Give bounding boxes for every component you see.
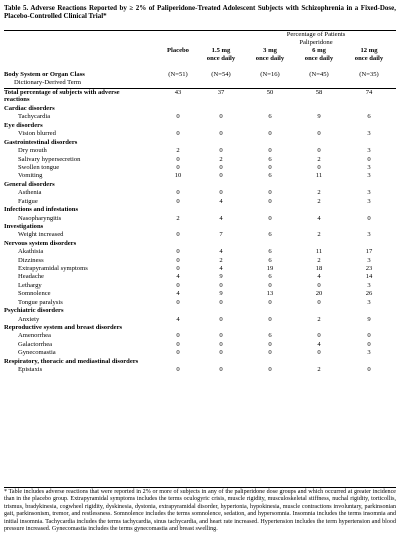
percentage-cell: 0: [268, 315, 272, 323]
col-dose-1-5mg: once daily: [206, 55, 236, 62]
table-row: [4, 290, 396, 298]
percentage-cell: 0: [268, 340, 272, 348]
col-n-placebo: (N=51): [168, 71, 188, 78]
percentage-cell: 0: [176, 113, 180, 121]
percentage-cell: 9: [367, 315, 371, 323]
percentage-cell: 4: [317, 340, 321, 348]
percentage-cell: 6: [268, 113, 272, 121]
col-dose-6mg: once daily: [304, 55, 334, 62]
percentage-cell: 2: [317, 256, 321, 264]
percentage-cell: 14: [365, 273, 373, 281]
section-heading: Cardiac disorders: [4, 105, 55, 112]
percentage-cell: 4: [317, 214, 321, 222]
table-row: [4, 130, 396, 138]
percentage-cell: 6: [268, 273, 272, 281]
percentage-of-patients-label: Percentage of Patients: [286, 31, 346, 38]
percentage-cell: 4: [176, 273, 180, 281]
percentage-cell: 0: [176, 256, 180, 264]
percentage-cell: 2: [317, 366, 321, 373]
percentage-cell: 4: [317, 273, 321, 281]
table-row: [4, 215, 396, 223]
percentage-cell: 3: [367, 256, 371, 264]
percentage-cell: 2: [317, 155, 321, 163]
percentage-cell: 0: [268, 197, 272, 205]
percentage-cell: 0: [219, 298, 223, 306]
percentage-cell: 2: [317, 315, 321, 323]
adverse-reaction-term: Amenorrhea: [18, 332, 51, 340]
percentage-cell: 0: [219, 172, 223, 180]
section-heading: Respiratory, thoracic and mediastinal disorders: [4, 357, 139, 365]
section-heading: Infections and infestations: [4, 206, 79, 213]
percentage-cell: 0: [268, 298, 272, 306]
adverse-reaction-term: Lethargy: [18, 281, 42, 289]
adverse-reaction-term: Gynecomastia: [18, 349, 56, 357]
percentage-cell: 6: [367, 113, 371, 121]
percentage-cell: 3: [367, 147, 371, 155]
total-value: 58: [315, 89, 323, 96]
table-row: [4, 299, 396, 307]
percentage-cell: 6: [268, 172, 272, 180]
section-heading: Psychiatric disorders: [4, 307, 64, 315]
col-header-12mg: 12 mg: [360, 47, 378, 54]
percentage-cell: 2: [317, 231, 321, 239]
percentage-cell: 0: [219, 332, 223, 340]
percentage-cell: 4: [219, 197, 223, 205]
section-heading: General disorders: [4, 180, 55, 188]
section-heading: Eye disorders: [4, 121, 43, 129]
table-row: [4, 316, 396, 324]
percentage-cell: 3: [367, 163, 371, 171]
bottom-rule: [4, 487, 396, 488]
table-row: [4, 332, 396, 340]
percentage-cell: 0: [219, 340, 223, 348]
percentage-cell: 0: [367, 332, 371, 340]
table-row: [4, 349, 396, 357]
paliperidone-label: Paliperidone: [299, 39, 333, 46]
percentage-cell: 0: [317, 130, 321, 138]
table-row: [4, 113, 396, 121]
dictionary-label: Dictionary-Derived Term: [14, 79, 81, 86]
percentage-cell: 0: [367, 155, 371, 163]
section-heading: Nervous system disorders: [4, 239, 77, 247]
col-n-6mg: (N=45): [309, 71, 329, 78]
total-value: 50: [266, 89, 274, 96]
body-system-label: Body System or Organ Class: [4, 71, 85, 78]
percentage-cell: 2: [176, 214, 180, 222]
adverse-reaction-term: Dizziness: [18, 256, 44, 264]
total-value: 43: [174, 89, 182, 96]
percentage-cell: 0: [176, 298, 180, 306]
total-value: 74: [365, 89, 373, 96]
col-n-12mg: (N=35): [359, 71, 379, 78]
percentage-cell: 0: [176, 349, 180, 357]
percentage-cell: 9: [219, 273, 223, 281]
percentage-cell: 4: [219, 265, 223, 272]
percentage-cell: 3: [367, 197, 371, 205]
total-label-line2: reactions: [4, 96, 30, 103]
col-header-1-5mg: 1.5 mg: [211, 47, 231, 54]
col-dose-12mg: once daily: [354, 55, 384, 62]
table-row: [4, 257, 396, 265]
percentage-cell: 0: [219, 366, 223, 373]
percentage-cell: 0: [219, 113, 223, 121]
percentage-cell: 4: [176, 315, 180, 323]
percentage-cell: 6: [268, 332, 272, 340]
table-row: [4, 273, 396, 281]
adverse-reaction-term: Headache: [18, 273, 44, 281]
percentage-cell: 3: [367, 130, 371, 138]
percentage-cell: 0: [176, 340, 180, 348]
total-label-line1: Total percentage of subjects with adverse: [4, 89, 120, 96]
percentage-cell: 0: [317, 298, 321, 306]
percentage-cell: 0: [219, 349, 223, 357]
percentage-cell: 10: [174, 172, 182, 180]
percentage-cell: 0: [317, 281, 321, 289]
percentage-cell: 7: [219, 231, 223, 239]
adverse-reaction-term: Swollen tongue: [18, 163, 60, 171]
table-row: [4, 147, 396, 155]
percentage-cell: 0: [367, 340, 371, 348]
percentage-cell: 0: [219, 163, 223, 171]
section-heading: Reproductive system and breast disorders: [4, 323, 123, 331]
adverse-reaction-term: Somnolence: [18, 290, 51, 298]
percentage-cell: 0: [176, 248, 180, 256]
percentage-cell: 0: [268, 163, 272, 171]
adverse-reaction-term: Epistaxis: [18, 366, 43, 373]
percentage-cell: 2: [219, 256, 223, 264]
table-row: [4, 189, 396, 197]
percentage-cell: 4: [219, 214, 223, 222]
adverse-reaction-term: Anxiety: [18, 315, 40, 323]
col-header-placebo: Placebo: [167, 47, 189, 54]
percentage-cell: 20: [315, 290, 323, 298]
table-row: [4, 198, 396, 206]
percentage-cell: 2: [176, 147, 180, 155]
percentage-cell: 0: [268, 189, 272, 197]
percentage-cell: 9: [317, 113, 321, 121]
percentage-cell: 6: [268, 248, 272, 256]
adverse-reaction-term: Vision blurred: [18, 130, 56, 138]
percentage-cell: 3: [367, 281, 371, 289]
percentage-cell: 18: [315, 265, 323, 272]
percentage-cell: 0: [268, 349, 272, 357]
percentage-cell: 3: [367, 231, 371, 239]
table-row: [4, 164, 396, 172]
adverse-reaction-term: Extrapyramidal symptoms: [18, 265, 88, 272]
percentage-cell: 0: [176, 366, 180, 373]
percentage-cell: 0: [176, 189, 180, 197]
col-n-3mg: (N=16): [260, 71, 280, 78]
percentage-cell: 0: [219, 147, 223, 155]
adverse-reaction-term: Galactorrhea: [18, 340, 53, 348]
table-row: [4, 156, 396, 164]
col-n-1-5mg: (N=54): [211, 71, 231, 78]
percentage-cell: 0: [367, 214, 371, 222]
adverse-reaction-term: Fatigue: [18, 197, 38, 205]
percentage-cell: 9: [219, 290, 223, 298]
table-row: [4, 172, 396, 180]
adverse-reaction-term: Weight increased: [18, 231, 64, 239]
percentage-cell: 0: [176, 231, 180, 239]
section-heading: Gastrointestinal disorders: [4, 138, 78, 146]
percentage-cell: 13: [266, 290, 274, 298]
adverse-reaction-term: Tongue paralysis: [18, 298, 63, 306]
percentage-cell: 11: [315, 172, 323, 180]
percentage-cell: 0: [219, 189, 223, 197]
percentage-cell: 0: [219, 130, 223, 138]
percentage-cell: 2: [219, 155, 223, 163]
adverse-reaction-term: Nasopharyngitis: [18, 214, 62, 222]
percentage-cell: 0: [176, 163, 180, 171]
percentage-cell: 3: [367, 349, 371, 357]
col-dose-3mg: once daily: [255, 55, 285, 62]
percentage-cell: 4: [219, 248, 223, 256]
table-caption: Table 5. Adverse Reactions Reported by ≥ 2% of Paliperidone-Treated Adolescent Subjects with Schizophrenia in a Fixed-Dose, Placebo-Controlled Clinical Trial*: [4, 4, 396, 21]
table-row: [4, 231, 396, 239]
table-footnote: * Table includes adverse reactions that were reported in 2% or more of subjects in any of the paliperidone dose groups and which occurred at greater incidence than in the placebo group. Extrapyramidal symptoms includes the terms oculogyric crisis, muscle rigidity, musculoskeletal stiffness, nuchal rigidity, torticollis, trismus, bradykinesia, cogwheel rigidity, dyskinesia, dystonia, extrapyramidal disorder, hypertonia, hypokinesia, muscle contractions involuntary, parkinsonian gait, parkinsonism, tremor, and restlessness. Somnolence includes the terms somnolence, sedation, and hypersomnia. Insomnia includes the terms insomnia and initial insomnia. Tachycardia includes the terms tachycardia, sinus tachycardia, and heart rate increased. Hypertension includes the term hypertension and blood pressure increased. Gynecomastia includes the terms gynecomastia and breast swelling.: [4, 489, 396, 533]
percentage-cell: 0: [268, 147, 272, 155]
table-row: [4, 341, 396, 349]
percentage-cell: 3: [367, 298, 371, 306]
percentage-cell: 6: [268, 256, 272, 264]
table-row: [4, 248, 396, 256]
percentage-cell: 0: [268, 366, 272, 373]
percentage-cell: 23: [365, 265, 373, 272]
percentage-cell: 0: [317, 147, 321, 155]
percentage-cell: 0: [176, 155, 180, 163]
percentage-cell: 26: [365, 290, 373, 298]
percentage-cell: 17: [365, 248, 373, 256]
percentage-cell: 3: [367, 189, 371, 197]
percentage-cell: 11: [315, 248, 323, 256]
percentage-cell: 0: [317, 163, 321, 171]
percentage-cell: 4: [176, 290, 180, 298]
percentage-cell: 2: [317, 189, 321, 197]
percentage-cell: 0: [219, 281, 223, 289]
percentage-cell: 0: [176, 197, 180, 205]
percentage-cell: 0: [268, 214, 272, 222]
percentage-cell: 19: [266, 265, 274, 272]
col-header-3mg: 3 mg: [263, 47, 277, 54]
table-row: [4, 366, 396, 374]
adverse-reaction-term: Dry mouth: [18, 147, 47, 155]
percentage-cell: 0: [317, 332, 321, 340]
adverse-reaction-term: Salivary hypersecretion: [18, 155, 81, 163]
percentage-cell: 6: [268, 231, 272, 239]
percentage-cell: 0: [219, 315, 223, 323]
table-row: [4, 265, 396, 273]
table-row: [4, 282, 396, 290]
total-value: 37: [217, 89, 225, 96]
col-header-6mg: 6 mg: [312, 47, 326, 54]
percentage-cell: 2: [317, 197, 321, 205]
percentage-cell: 0: [317, 349, 321, 357]
percentage-cell: 0: [176, 332, 180, 340]
adverse-reaction-term: Asthenia: [18, 189, 42, 197]
percentage-cell: 0: [268, 281, 272, 289]
percentage-cell: 0: [268, 130, 272, 138]
percentage-cell: 0: [176, 281, 180, 289]
adverse-reaction-term: Tachycardia: [18, 113, 51, 121]
percentage-cell: 0: [176, 130, 180, 138]
adverse-reaction-term: Akathisia: [18, 248, 44, 256]
percentage-cell: 0: [176, 265, 180, 272]
percentage-cell: 6: [268, 155, 272, 163]
adverse-reaction-term: Vomiting: [18, 172, 43, 180]
section-heading: Investigations: [4, 222, 44, 230]
percentage-cell: 0: [367, 366, 371, 373]
percentage-cell: 3: [367, 172, 371, 180]
